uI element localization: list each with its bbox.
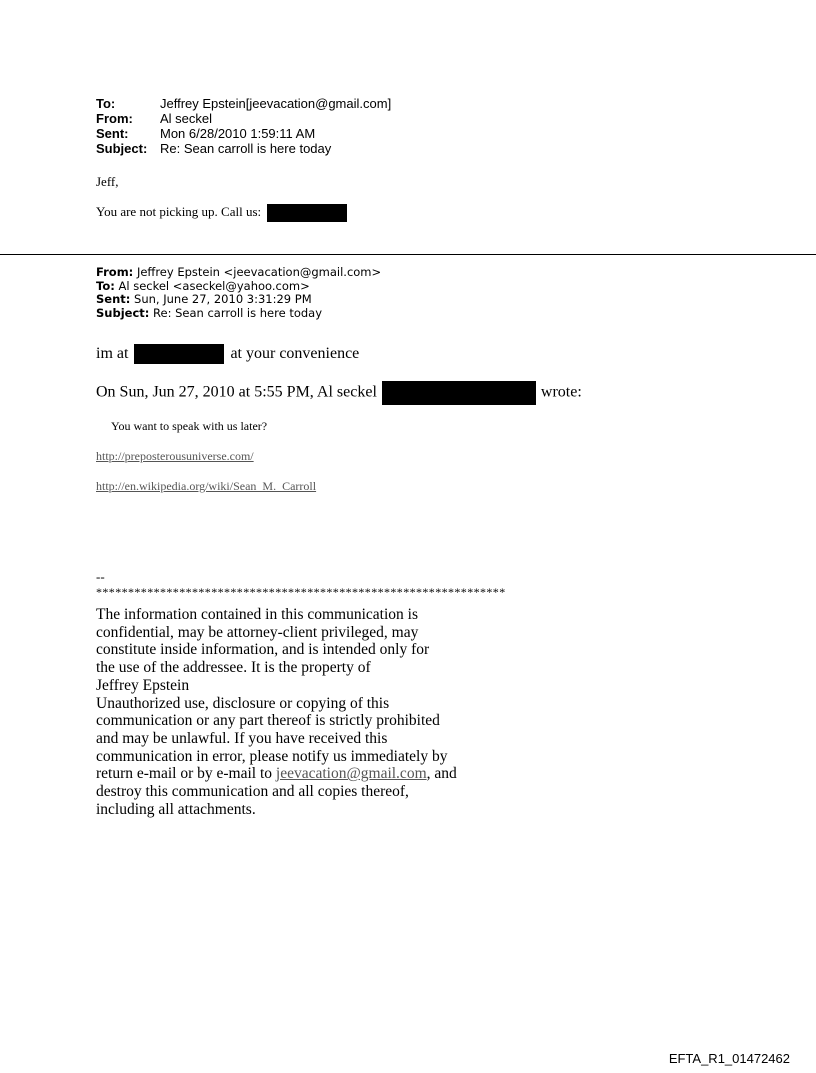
to-value-2: Al seckel <aseckel@yahoo.com> [118,278,310,293]
subject-value-2: Re: Sean carroll is here today [153,305,323,320]
email-header-1 [96,96,391,156]
sent-value: Mon 6/28/2010 1:59:11 AM [160,126,316,141]
quote-attribution [96,381,582,405]
disclaimer-line: confidential, may be attorney-client privileged, may [96,623,419,641]
sent-value-2: Sun, June 27, 2010 3:31:29 PM [134,292,312,306]
signature-stars: **************************************************************** [96,585,506,599]
email1-greeting: Jeff, [96,174,119,189]
quoted-text: You want to speak with us later? [111,419,268,433]
signature-dashes: -- [96,569,105,584]
redaction-box [267,204,347,222]
email-header-2 [96,266,381,320]
disclaimer-line: Unauthorized use, disclosure or copying of this [96,694,390,712]
email1-body-text: You are not picking up. Call us: [96,204,262,219]
from-label: From: [96,111,133,126]
from-row [96,111,391,126]
disclaimer [96,606,457,818]
to-label: To: [96,96,116,111]
document-id: EFTA_R1_01472462 [668,1051,790,1066]
disclaimer-text: return e-mail or by e-mail to [96,765,276,783]
divider [0,254,816,255]
disclaimer-line: the use of the addressee. It is the property of [96,659,371,677]
redaction-box [134,344,224,364]
disclaimer-line [96,765,457,783]
subject-row-2 [96,307,381,321]
link-wikipedia[interactable]: http://en.wikipedia.org/wiki/Sean_M._Carroll [96,479,317,493]
subject-value: Re: Sean carroll is here today [160,141,332,156]
to-label-2: To: [96,278,115,293]
from-value: Al seckel [160,111,213,126]
to-row-2 [96,280,381,294]
disclaimer-line: communication or any part thereof is strictly prohibited [96,712,440,730]
from-value-2: Jeffrey Epstein <jeevacation@gmail.com> [136,265,382,279]
disclaimer-line: and may be unlawful. If you have received this [96,729,388,747]
subject-row [96,141,391,156]
disclaimer-text: , and [426,765,457,783]
sent-row-2 [96,293,381,307]
email-link[interactable]: jeevacation@gmail.com [275,765,427,783]
subject-label: Subject: [96,141,148,156]
subject-label-2: Subject: [96,305,150,320]
to-value: Jeffrey Epstein[jeevacation@gmail.com] [160,96,392,111]
to-row [96,96,391,111]
email2-body-after: at your convenience [230,345,360,362]
sent-label: Sent: [96,126,129,141]
disclaimer-line: Jeffrey Epstein [96,676,190,694]
link-preposterousuniverse[interactable]: http://preposterousuniverse.com/ [96,449,254,463]
disclaimer-line: including all attachments. [96,800,256,818]
quote-after: wrote: [540,383,582,401]
redaction-box [382,381,536,405]
email1-body [96,204,347,222]
sent-row [96,126,391,141]
disclaimer-line: communication in error, please notify us immediately by [96,747,448,765]
email2-body-before: im at [96,345,129,362]
quote-before: On Sun, Jun 27, 2010 at 5:55 PM, Al seckel [96,383,377,401]
disclaimer-line: destroy this communication and all copies thereof, [96,783,409,801]
from-label-2: From: [96,265,134,279]
disclaimer-line: The information contained in this communication is [96,606,418,623]
email2-body [96,344,359,364]
disclaimer-line: constitute inside information, and is intended only for [96,641,430,659]
from-row-2 [96,266,381,280]
sent-label-2: Sent: [96,292,131,306]
